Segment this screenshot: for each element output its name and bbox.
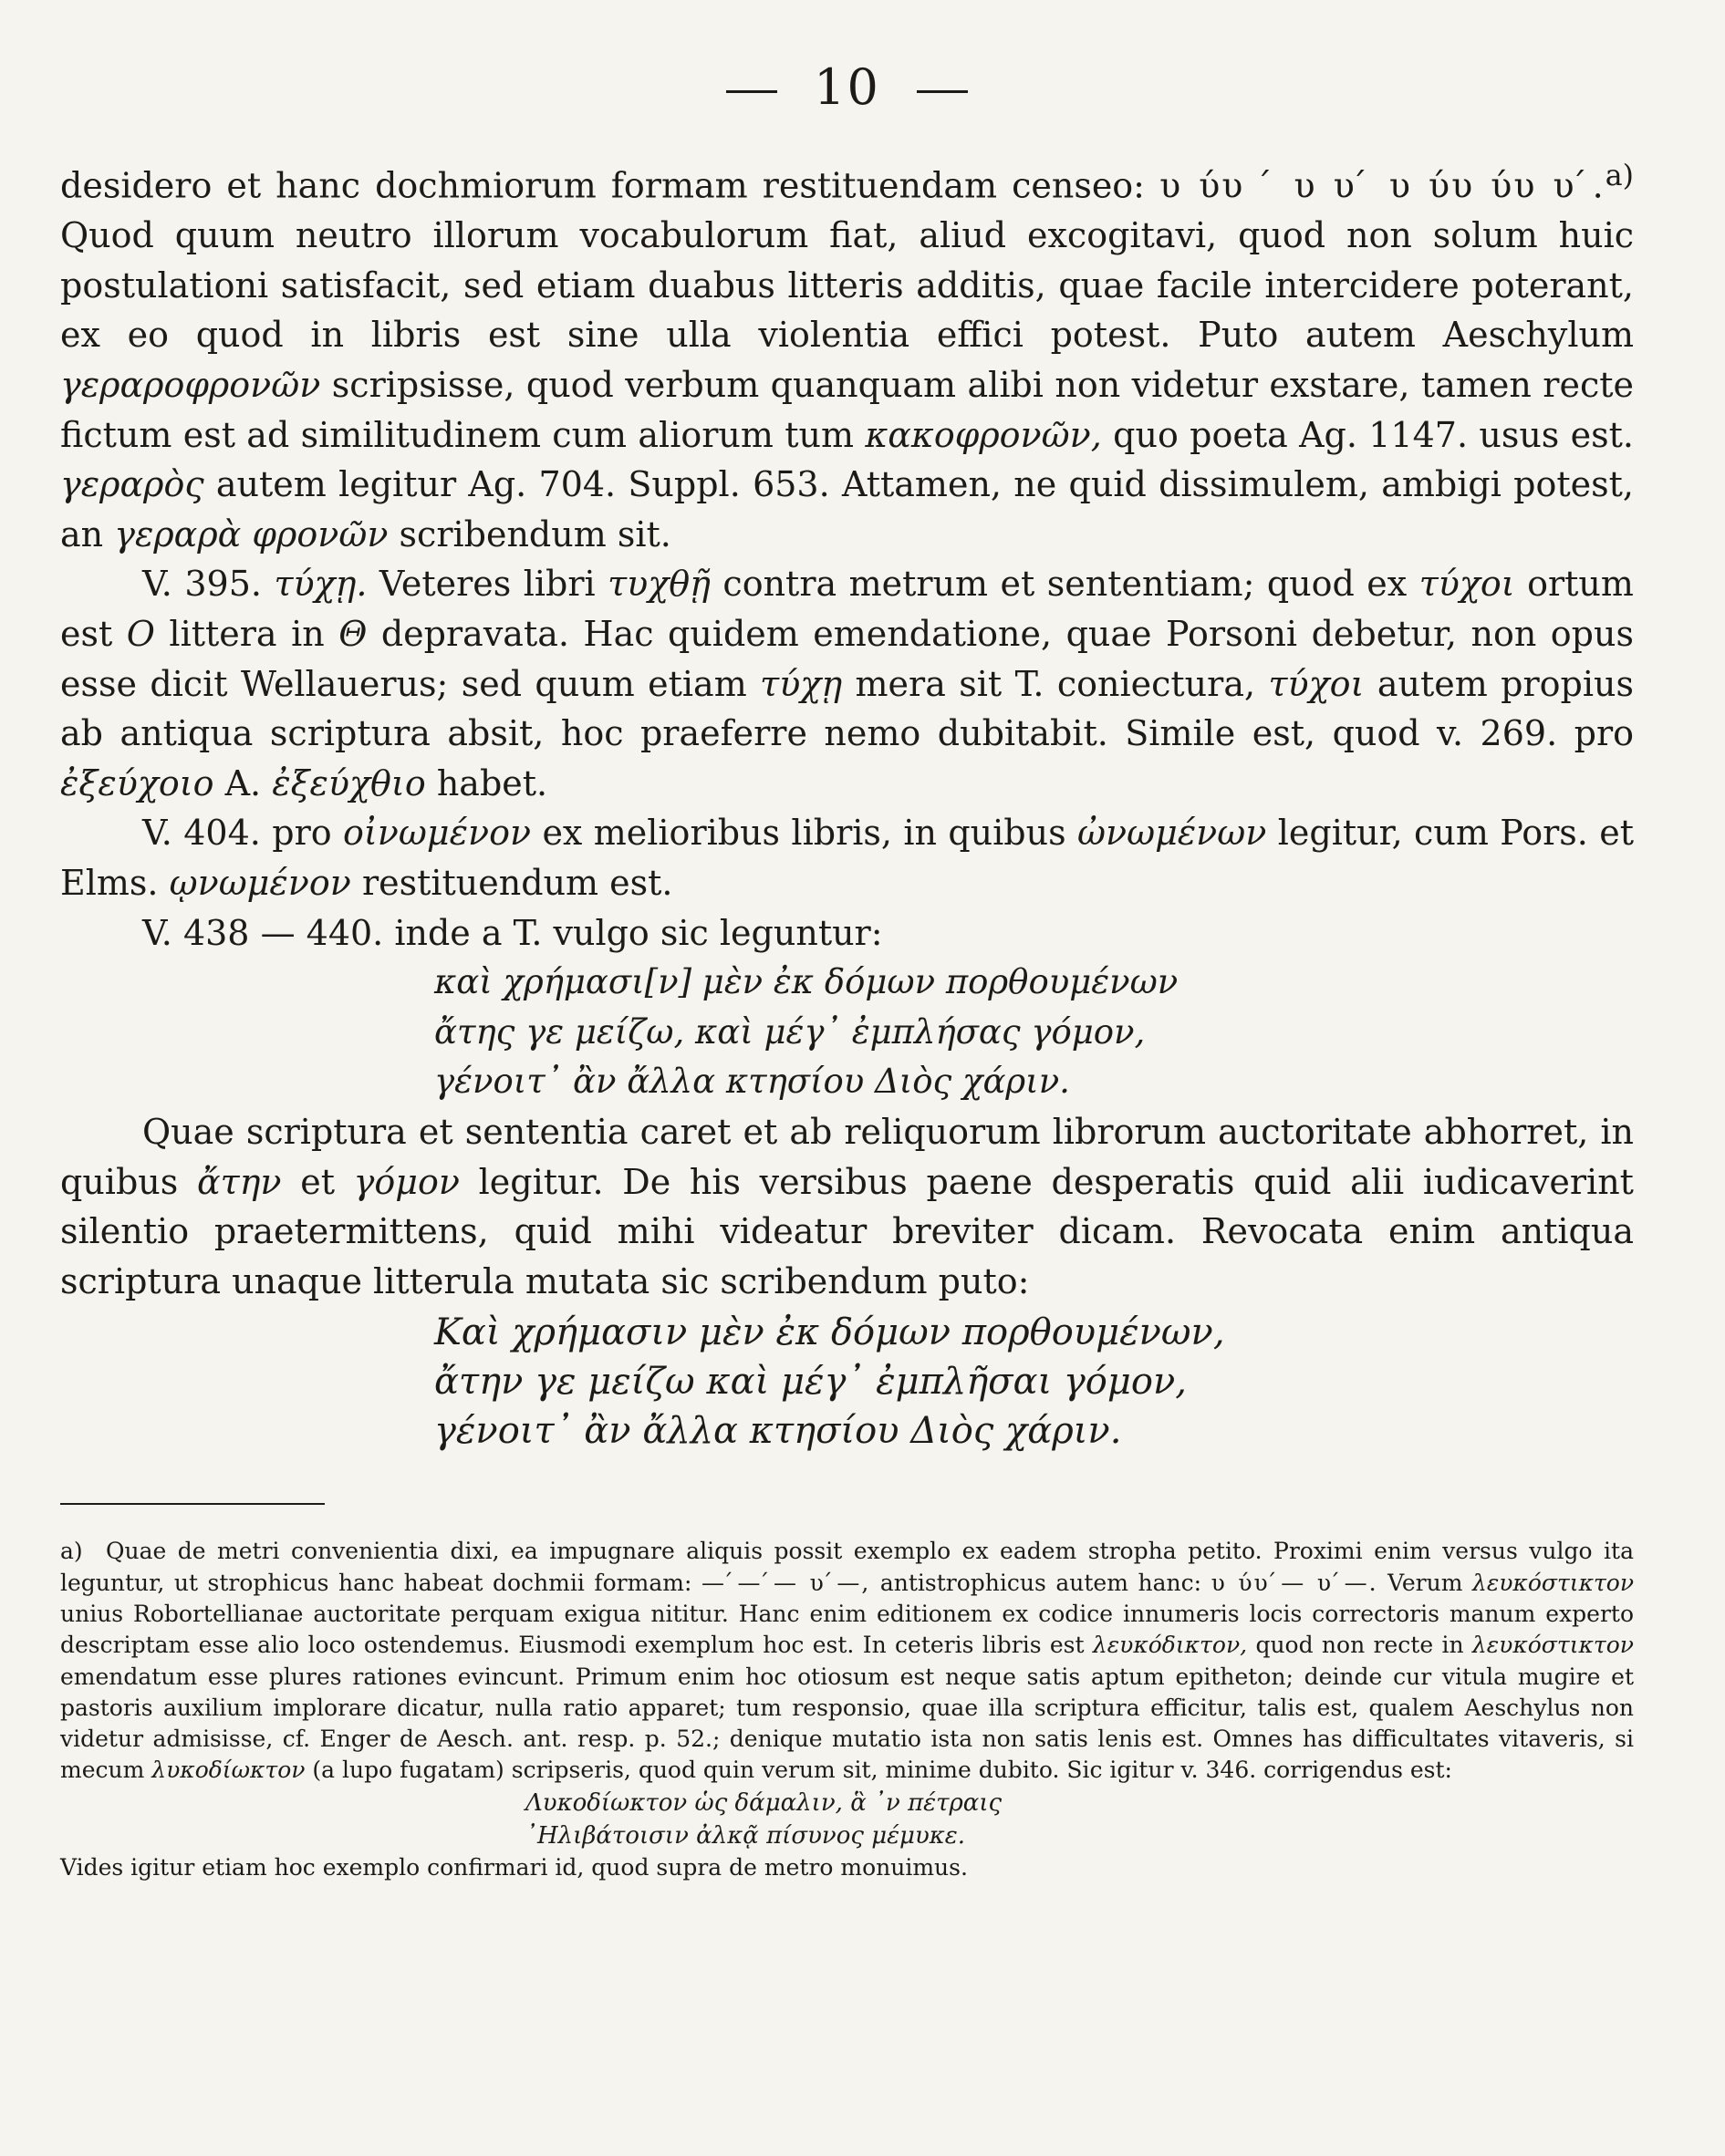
text: Quae scriptura et sententia caret et ab reliquorum librorum auctoritate abhorret, in quibus [60, 1111, 1634, 1202]
greek-word: οἰνωμένον [343, 813, 532, 854]
text: ex melioribus libris, in quibus [542, 813, 1066, 854]
greek-letter: Θ [338, 614, 368, 654]
text: mera sit T. coniectura, [855, 663, 1256, 704]
greek-word: ἐξεύχοιο [60, 762, 214, 803]
page-header [60, 60, 1634, 115]
header-dash-right [917, 90, 968, 93]
greek-word: γεραρὰ φρονῶν [114, 513, 389, 555]
greek-word: ἐξεύχθιο [272, 762, 426, 803]
greek-word: τύχοι [1418, 564, 1515, 605]
meter-notation: υ ύυ ́— υ ́—. [1211, 1569, 1378, 1596]
text: littera in [169, 614, 325, 654]
greek-word: ἄτην [196, 1161, 282, 1202]
text: (a lupo fugatam) scripseris, quod quin verum sit, minime dubito. Sic igitur v. 346. corrigendus est: [312, 1757, 1452, 1784]
footnote [60, 1536, 1634, 1883]
verse-line: ἄτην γε μείζω καὶ μέγ᾽ ἐμπλῆσαι γόμον, [434, 1361, 1187, 1404]
text: V. 404. pro [142, 813, 332, 854]
greek-word: λευκόστικτον [1471, 1569, 1635, 1596]
text: restituendum est. [361, 862, 673, 903]
footnote-verse-line: Λυκοδίωκτον ὡς δάμαλιν, ἃ ᾽ν πέτραις [525, 1788, 1003, 1817]
greek-letter: O [126, 614, 155, 654]
text: quod non recte in [1255, 1632, 1464, 1659]
paragraph-v404 [60, 808, 1634, 907]
footnote-ref: a) [1605, 160, 1634, 192]
p1b-text-2: scripsisse, quod verbum quanquam alibi non videtur exstare, tamen recte fictum est ad similitudinem cum aliorum tum [60, 365, 1634, 455]
verse-ref: V. 395. [142, 564, 262, 605]
greek-word: τύχῃ [760, 663, 843, 704]
verse-line: ἄτης γε μείζω, καὶ μέγ᾽ ἐμπλήσας γόμον, [434, 1011, 1146, 1052]
text: emendatum esse plures rationes evincunt. Primum enim hoc otiosum est neque satis aptum epitheton; deinde cur vitula mugire et pastoris auxilium implorare dicatur, nulla ratio apparet; tum responsio, quae illa scriptura efficitur, talis est, qualem Aeschylus non videtur admisisse, cf. Enger de Aesch. ant. resp. p. 52.; denique mutatio ista non satis lenis est. Omnes has difficultates vitaveris, si mecum [60, 1663, 1634, 1784]
paragraph-1 [60, 151, 1634, 559]
p1b-text-4: autem legitur Ag. 704. Suppl. 653. Attamen, ne quid dissimulem, ambigi potest, an [60, 464, 1634, 555]
verse-line: γένοιτ᾽ ἂν ἄλλα κτησίου Διὸς χάριν. [434, 1410, 1122, 1453]
paragraph-v395 [60, 559, 1634, 808]
greek-word: τυχθῇ [608, 564, 711, 605]
text: A. [224, 762, 262, 803]
text: unius Robortellianae auctoritate perquam exigua nititur. Hanc enim editionem ex codice innumeris locis correctoris manum experto descriptam esse alio loco ostendemus. Eiusmodi exemplum hoc est. In ceteris libris est [60, 1600, 1634, 1659]
footnote-closing [60, 1852, 1634, 1883]
text: V. 438 — 440. inde a T. vulgo sic leguntur: [142, 912, 883, 953]
greek-word: τύχοι [1268, 663, 1365, 704]
p1b-text-1: Quod quum neutro illorum vocabulorum fiat, aliud excogitavi, quod non solum huic postulationi satisfacit, sed etiam duabus litteris additis, quae facile intercidere poterant, ex eo quod in libris est sine ulla violentia effici potest. Puto autem Aeschylum [60, 215, 1634, 356]
text: autem propius ab antiqua scriptura absit, hoc praeferre nemo dubitabit. Simile est, quod v. 269. pro [60, 663, 1634, 754]
greek-word: κακοφρονῶν, [865, 414, 1102, 455]
text: ortum est [60, 564, 1634, 654]
greek-word: λευκόδικτον, [1092, 1632, 1248, 1659]
verse-line: γένοιτ᾽ ἂν ἄλλα κτησίου Διὸς χάριν. [434, 1062, 1070, 1102]
greek-word: γόμον [353, 1161, 460, 1202]
text: contra metrum et sententiam; quod ex [722, 564, 1408, 605]
footnote-label: a) [60, 1538, 83, 1565]
text: antistrophicus autem hanc: [879, 1569, 1202, 1596]
verse-block-vulgo [60, 958, 1634, 1107]
greek-word: λυκοδίωκτον [151, 1757, 306, 1784]
p1b-text-3: quo poeta Ag. 1147. usus est. [1113, 414, 1634, 455]
verse-line: Καὶ χρήμασιν μὲν ἐκ δόμων πορθουμένων, [434, 1311, 1225, 1354]
main-text [60, 151, 1634, 1456]
paragraph-v438 [60, 908, 1634, 959]
text: Vides igitur etiam hoc exemplo confirmari id, quod supra de metro monuimus. [60, 1853, 968, 1881]
text: Verum [1387, 1569, 1463, 1596]
text: Veteres libri [379, 564, 596, 605]
text: Quae de metri convenientia dixi, ea impugnare aliquis possit exemplo ex eadem stropha petito. Proximi enim versus vulgo ita leguntur, ut strophicus hanc habeat dochmii formam: [60, 1538, 1634, 1596]
greek-word: ῳνωμένον [169, 862, 351, 903]
verse-block-emended [60, 1308, 1634, 1456]
greek-word: γεραρὸς [60, 464, 204, 505]
greek-word: λευκόστικτον [1471, 1632, 1634, 1659]
paragraph-quae-scriptura [60, 1107, 1634, 1306]
greek-word: ὠνωμένων [1077, 813, 1267, 854]
footnote-separator [60, 1503, 325, 1505]
p1-text: desidero et hanc dochmiorum formam restituendam censeo: [60, 165, 1145, 206]
text: et [300, 1161, 335, 1202]
text: legitur, cum Pors. et Elms. [60, 813, 1635, 903]
greek-word: γεραροφρονῶν [60, 365, 321, 406]
verse-line: καὶ χρήμασι[ν] μὲν ἐκ δόμων πορθουμένων [434, 962, 1179, 1002]
p1b-text-5: scribendum sit. [399, 513, 671, 555]
text: legitur. De his versibus paene desperatis quid alii iudicaverint silentio praetermittens, quid mihi videatur breviter dicam. Revocata enim antiqua scriptura unaque litterula mutata sic scribendum puto: [60, 1161, 1634, 1301]
footnote-paragraph [60, 1536, 1634, 1786]
header-dash-left [726, 90, 777, 93]
text: habet. [436, 762, 548, 803]
greek-word: τύχῃ. [274, 564, 368, 605]
footnote-verse-line: ᾽Ηλιβάτοισιν ἀλκᾷ πίσυνος μέμυκε. [525, 1821, 966, 1850]
page-number: 10 [814, 58, 880, 116]
meter-notation: υ ύυ ́ υ υ ́ υ ύυ ύυ υ ́. [1159, 165, 1605, 206]
meter-notation: — ́— ́— υ ́—, [701, 1569, 871, 1596]
text: depravata. Hac quidem emendatione, quae Porsoni debetur, non opus esse dicit Wellauerus; sed quum etiam [60, 614, 1634, 704]
